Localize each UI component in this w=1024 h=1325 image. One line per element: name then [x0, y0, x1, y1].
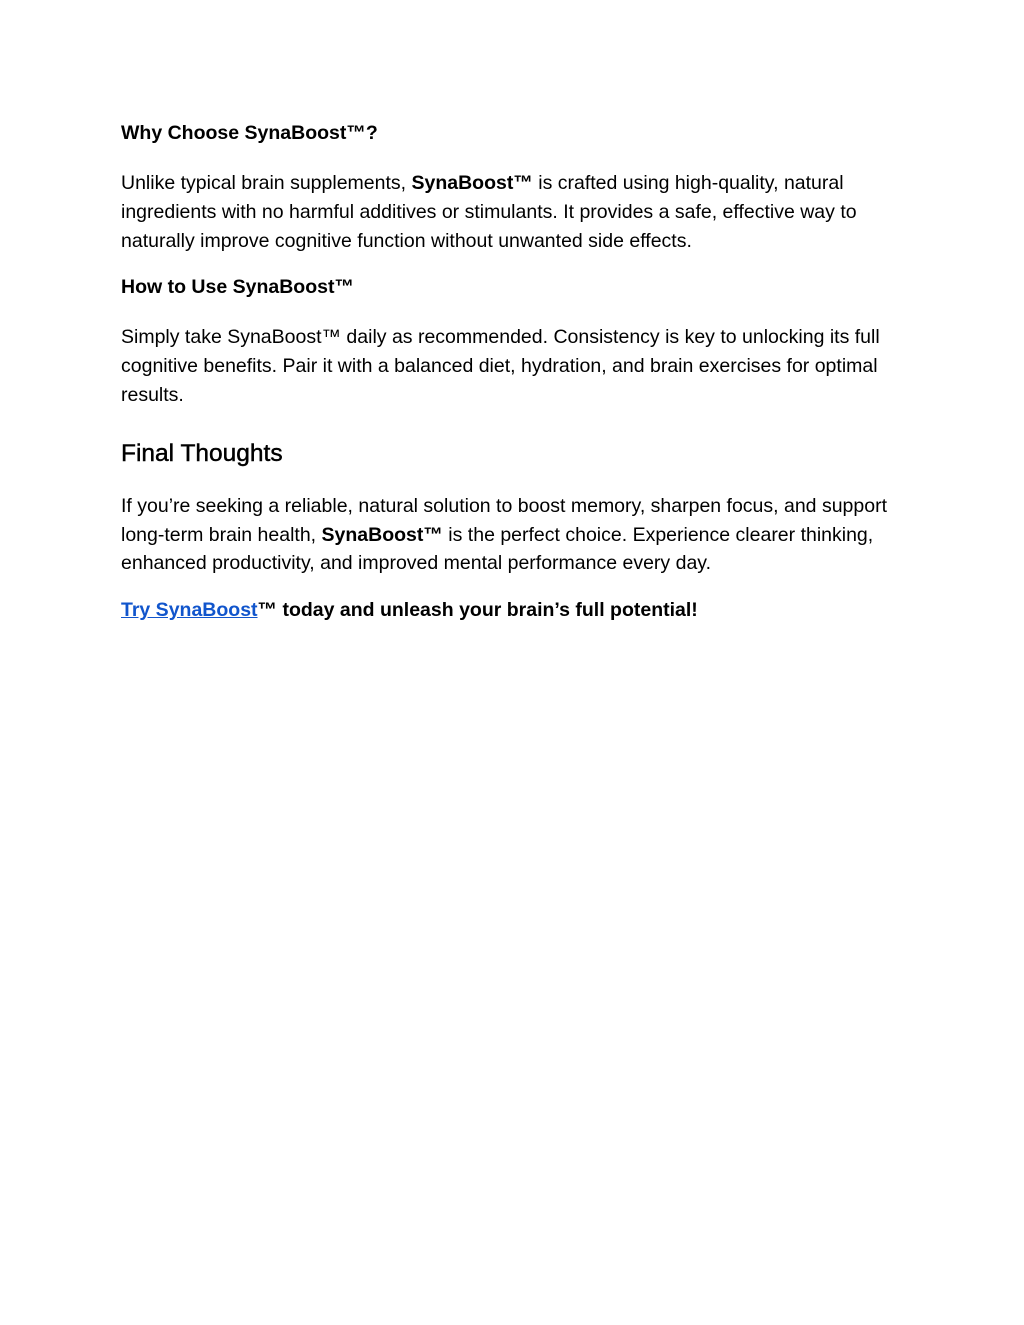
how-to-use-paragraph: Simply take SynaBoost™ daily as recommended. Consistency is key to unlocking its full cognitive benefits. Pair it with a balanced diet, hydration, and brain exercises for optimal results. — [121, 326, 880, 406]
why-para-text-start: Unlike typical brain supplements, — [121, 172, 412, 194]
how-to-use-heading: How to Use SynaBoost™ — [121, 276, 354, 299]
why-choose-paragraph — [121, 169, 911, 255]
final-thoughts-heading: Final Thoughts — [121, 439, 283, 467]
final-para-text-end: is the perfect choice. Experience clearer thinking, enhanced productivity, and improved mental performance every day. — [121, 523, 874, 575]
call-to-action-text: ™ today and unleash your brain’s full potential! — [257, 599, 698, 622]
final-thoughts-paragraph — [121, 492, 911, 578]
call-to-action — [121, 595, 911, 625]
try-synaboost-link[interactable]: Try SynaBoost — [121, 599, 258, 622]
why-para-text-end: is crafted using high-quality, natural ingredients with no harmful additives or stimulants. It provides a safe, effective way to naturally improve cognitive function without unwanted side effects. — [121, 172, 857, 252]
why-choose-heading: Why Choose SynaBoost™? — [121, 122, 378, 144]
final-para-brand-bold: SynaBoost™ — [321, 523, 443, 546]
final-para-text-start: If you’re seeking a reliable, natural solution to boost memory, sharpen focus, and support long-term brain health, — [121, 494, 887, 546]
document-content — [121, 118, 911, 625]
why-para-brand-bold: SynaBoost™ — [411, 172, 533, 194]
